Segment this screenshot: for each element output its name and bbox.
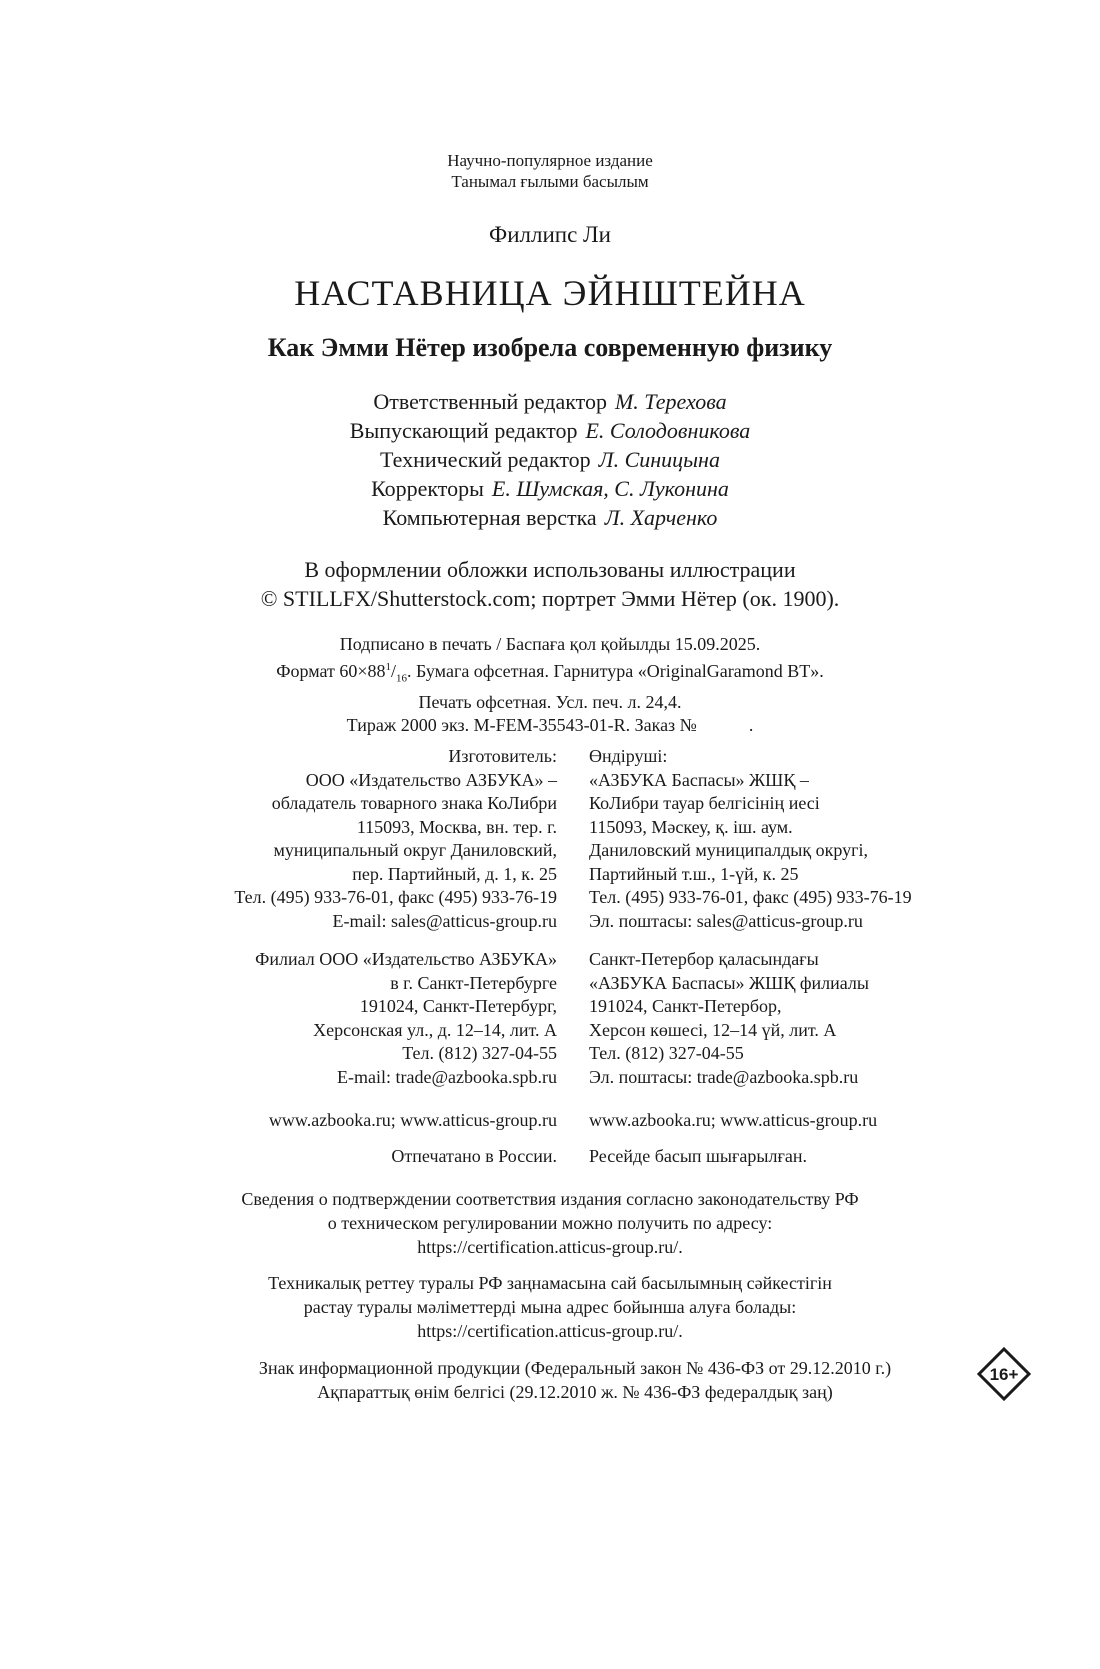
branch-ru-line: Филиал ООО «Издательство АЗБУКА» xyxy=(255,949,557,969)
cert-ru-link: https://certification.atticus-group.ru/. xyxy=(417,1237,683,1257)
manufacturer-ru xyxy=(234,745,557,933)
manufacturer-kz-line: Тел. (495) 933-76-01, факс (495) 933-76-19 xyxy=(589,887,912,907)
credit-role: Технический редактор xyxy=(380,447,591,472)
printed-kz: Ресейде басып шығарылған. xyxy=(589,1146,807,1166)
manufacturer-ru-line: 115093, Москва, вн. тер. г. xyxy=(356,816,557,837)
printed-ru: Отпечатано в России. xyxy=(391,1146,557,1166)
cert-kz-link: https://certification.atticus-group.ru/. xyxy=(417,1321,683,1341)
credit-name: Е. Солодовникова xyxy=(585,418,751,443)
cover-credits xyxy=(0,555,1100,613)
credit-role: Компьютерная верстка xyxy=(382,505,597,530)
certification-ru xyxy=(0,1187,1100,1259)
branch-kz-line: «АЗБУКА Баспасы» ЖШҚ филиалы xyxy=(589,972,869,993)
sign-kz: Ақпараттық өнім белгісі (29.12.2010 ж. № 436-ФЗ федералдық заң) xyxy=(317,1382,833,1402)
manufacturer-ru-line: ООО «Издательство АЗБУКА» – xyxy=(305,769,557,790)
credit-role: Корректоры xyxy=(371,476,484,501)
branch-ru-line: E-mail: trade@azbooka.spb.ru xyxy=(337,1066,557,1087)
format-prefix: Формат 60×88 xyxy=(276,661,386,681)
branch-ru-line: Херсонская ул., д. 12–14, лит. А xyxy=(313,1019,557,1040)
manufacturer-kz-line: Партийный т.ш., 1-үй, к. 25 xyxy=(589,863,799,884)
manufacturer-ru-line: Тел. (495) 933-76-01, факс (495) 933-76-19 xyxy=(234,887,557,907)
credit-name: Л. Синицына xyxy=(598,447,720,472)
cert-ru-line: Сведения о подтверждении соответствия издания согласно законодательству РФ xyxy=(241,1189,859,1209)
branch-kz-line: 191024, Санкт-Петербор, xyxy=(589,996,782,1016)
cover-line-2: © STILLFX/Shutterstock.com; портрет Эмми Нётер (ок. 1900). xyxy=(260,586,840,611)
manufacturer-kz-line: «АЗБУКА Баспасы» ЖШҚ – xyxy=(589,769,809,790)
branch-ru xyxy=(255,948,557,1089)
signed-date: Подписано в печать / Баспаға қол қойылды 15.09.2025. xyxy=(339,634,761,654)
info-product-sign xyxy=(190,1356,960,1404)
format-numerator: 1 xyxy=(385,661,392,673)
manufacturer-ru-line: E-mail: sales@atticus-group.ru xyxy=(332,910,557,931)
manufacturer-kz-line: Даниловский муниципалдық округі, xyxy=(589,840,868,860)
run-text: Тираж 2000 экз. M-FEM-35543-01-R. Заказ № xyxy=(346,714,697,735)
genre-ru: Научно-популярное издание xyxy=(447,151,653,170)
manufacturer-ru-line: Изготовитель: xyxy=(448,746,557,766)
credit-role: Ответственный редактор xyxy=(373,389,607,414)
branch-ru-line: Тел. (812) 327-04-55 xyxy=(402,1043,557,1063)
format-denominator: 16 xyxy=(396,672,408,685)
branch-kz-line: Херсон көшесі, 12–14 үй, лит. А xyxy=(589,1019,837,1040)
certification-kz xyxy=(0,1271,1100,1343)
book-subtitle: Как Эмми Нётер изобрела современную физику xyxy=(267,333,833,362)
genre-kz: Танымал ғылыми басылым xyxy=(451,172,649,191)
age-rating-badge xyxy=(977,1347,1031,1401)
printing-line: Печать офсетная. Усл. печ. л. 24,4. xyxy=(418,691,682,712)
web-ru: www.azbooka.ru; www.atticus-group.ru xyxy=(268,1110,557,1130)
genre-block xyxy=(0,150,1100,192)
manufacturer-kz-line: 115093, Мәскеу, қ. іш. аум. xyxy=(589,816,793,837)
manufacturer-kz-line: Өндіруші: xyxy=(589,746,668,766)
credit-line xyxy=(0,387,1100,416)
cert-kz-line: растау туралы мәліметтерді мына адрес бойынша алуға болады: xyxy=(303,1297,797,1317)
cert-ru-line: о техническом регулировании можно получить по адресу: xyxy=(327,1213,773,1233)
cover-line-1: В оформлении обложки использованы иллюстрации xyxy=(304,557,796,582)
branch-kz-line: Тел. (812) 327-04-55 xyxy=(589,1043,744,1063)
web-kz: www.azbooka.ru; www.atticus-group.ru xyxy=(589,1110,878,1130)
manufacturer-kz xyxy=(589,745,912,933)
credit-name: Е. Шумская, С. Луконина xyxy=(491,476,729,501)
credit-line xyxy=(0,503,1100,532)
credit-name: Л. Харченко xyxy=(604,505,718,530)
run-end: . xyxy=(748,714,754,735)
age-rating-text: 16+ xyxy=(989,1365,1019,1384)
credit-line xyxy=(0,445,1100,474)
manufacturer-ru-line: муниципальный округ Даниловский, xyxy=(273,840,557,860)
credit-line xyxy=(0,474,1100,503)
branch-kz-line: Санкт-Петербор қаласындағы xyxy=(589,949,819,969)
format-line: Формат $60\times 88^1/_{16}$. Бумага офсетная. Гарнитура «OriginalGaramond BT». xyxy=(276,661,824,685)
branch-kz-line: Эл. поштасы: trade@azbooka.spb.ru xyxy=(589,1066,859,1087)
credit-line xyxy=(0,416,1100,445)
manufacturer-ru-line: пер. Партийный, д. 1, к. 25 xyxy=(352,863,557,884)
sign-ru: Знак информационной продукции (Федеральный закон № 436-ФЗ от 29.12.2010 г.) xyxy=(258,1358,892,1378)
credit-name: М. Терехова xyxy=(614,389,727,414)
cert-kz-line: Техникалық реттеу туралы РФ заңнамасына сай басылымның сәйкестігін xyxy=(268,1273,832,1293)
manufacturer-kz-line: Эл. поштасы: sales@atticus-group.ru xyxy=(589,910,863,931)
print-details xyxy=(0,633,1100,737)
format-suffix: . Бумага офсетная. Гарнитура «OriginalGaramond BT». xyxy=(407,661,824,681)
manufacturer-kz-line: КоЛибри тауар белгісінің иесі xyxy=(589,793,820,813)
author-name: Филлипс Ли xyxy=(489,222,611,247)
branch-ru-line: в г. Санкт-Петербурге xyxy=(390,972,557,993)
branch-kz xyxy=(589,948,869,1089)
branch-ru-line: 191024, Санкт-Петербург, xyxy=(359,996,557,1016)
manufacturer-ru-line: обладатель товарного знака КоЛибри xyxy=(271,793,557,813)
credit-role: Выпускающий редактор xyxy=(349,418,578,443)
credits-block xyxy=(0,387,1100,532)
book-title: НАСТАВНИЦА ЭЙНШТЕЙНА xyxy=(294,273,806,313)
run-line xyxy=(0,714,1100,737)
